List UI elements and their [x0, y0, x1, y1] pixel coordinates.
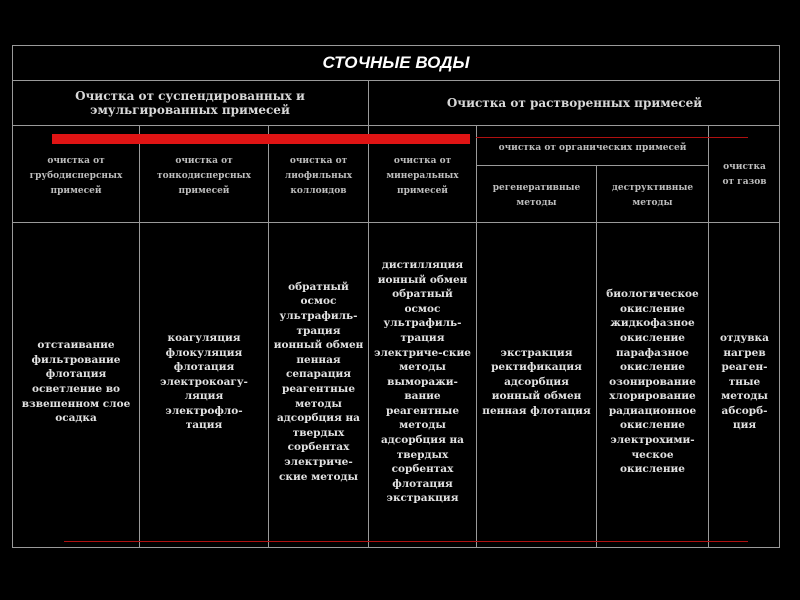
- title-divider: [12, 80, 780, 81]
- subheader-organic: очистка от органических примесей: [498, 142, 687, 153]
- methods-coarse: отстаивание фильтрование флотация осветление во взвешенном слое осадка: [21, 339, 131, 425]
- red-accent-line-bottom: [64, 541, 748, 542]
- group-dissolved-header: Очистка от растворенных примесей: [446, 96, 703, 110]
- subheader-fine: очистка от тонкодисперсных примесей: [157, 155, 251, 196]
- methods-fine: коагуляция флокуляция флотация электрокоагу-ляция электрофло-тация: [160, 331, 248, 432]
- subheader-regenerative: регенеративные методы: [492, 183, 581, 208]
- methods-lyophilic: обратный осмос ультрафиль-трация ионный обмен пенная сепарация реагентные методы адсорбция на твердых сорбентах электриче-ские методы: [273, 280, 364, 483]
- table-title: СТОЧНЫЕ ВОДЫ: [322, 53, 470, 72]
- subheader-mineral: очистка от минеральных примесей: [386, 155, 459, 196]
- subheader-gases: очистка от газов: [722, 162, 767, 187]
- methods-destructive: биологическое окисление жидкофазное окисление парафазное окисление озонирование хлорирование радиационное окисление электрохими-ческое окисление: [606, 288, 699, 476]
- methods-mineral: дистилляция ионный обмен обратный осмос ультрафиль-трация электриче-ские методы выморажи-вание реагентные методы адсорбция на твердых сорбентах флотация экстракция: [374, 258, 471, 505]
- methods-gases: отдувка нагрев реаген-тные методы абсорб-ция: [720, 331, 769, 432]
- organic-subdivider: [476, 165, 708, 166]
- subheader-lyophilic: очистка от лиофильных коллоидов: [284, 155, 353, 196]
- subheader-coarse: очистка от грубодисперсных примесей: [29, 155, 123, 196]
- red-accent-bar: [52, 134, 470, 144]
- group-divider: [12, 125, 780, 126]
- methods-regenerative: экстракция ректификация адсорбция ионный обмен пенная флотация: [482, 346, 591, 417]
- header-divider: [12, 222, 780, 223]
- group-suspended-header: Очистка от суспендированных и эмульгированных примесей: [75, 89, 305, 117]
- subheader-destructive: деструктивные методы: [611, 183, 694, 208]
